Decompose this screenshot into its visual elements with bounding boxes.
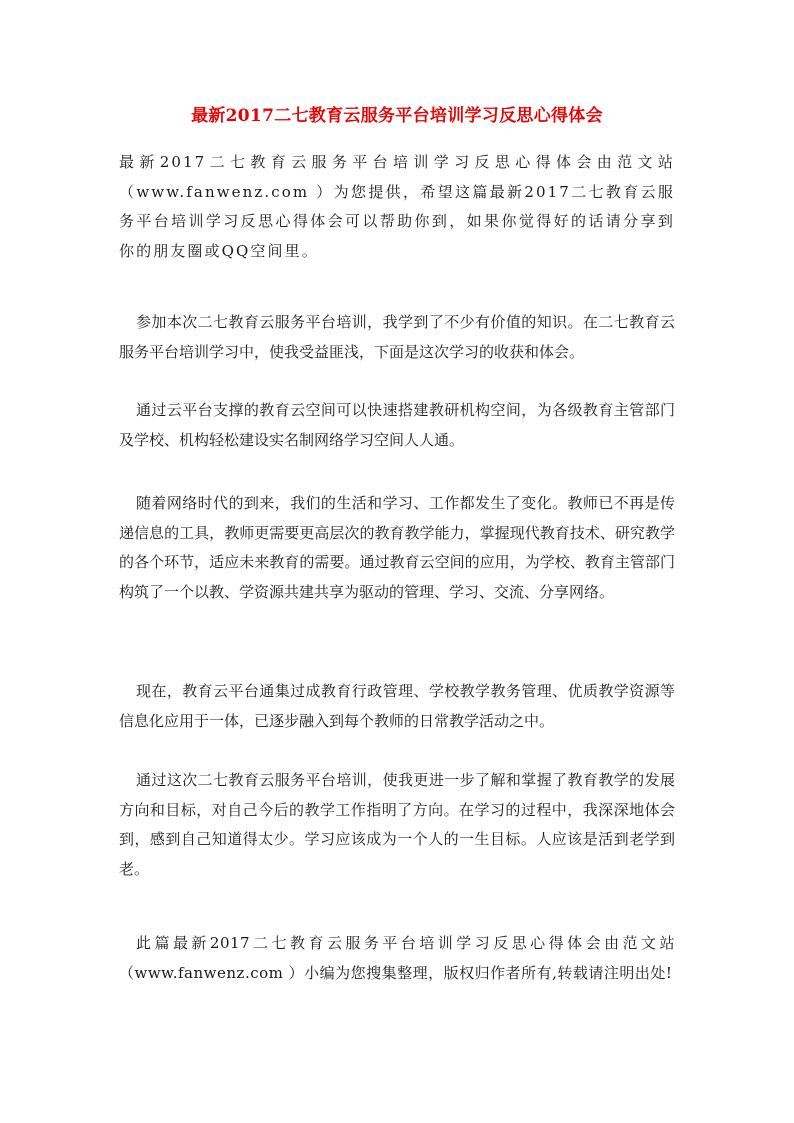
body-paragraph: 参加本次二七教育云服务平台培训，我学到了不少有价值的知识。在二七教育云服务平台培训学习中，使我受益匪浅，下面是这次学习的收获和体会。 [119, 313, 675, 361]
body-paragraph: 随着网络时代的到来，我们的生活和学习、工作都发生了变化。教师已不再是传递信息的工具，教师更需要更高层次的教育教学能力，掌握现代教育技术、研究教学的各个环节，适应未来教育的需要。通过教育云空间的应用，为学校、教育主管部门构筑了一个以教、学资源共建共享为驱动的管理、学习、交流、分享网络。 [119, 494, 675, 601]
body-paragraph: 通过这次二七教育云服务平台培训，使我更进一步了解和掌握了教育教学的发展方向和目标，对自己今后的教学工作指明了方向。在学习的过程中，我深深地体会到，感到自己知道得太少。学习应该成为一个人的一生目标。人应该是活到老学到老。 [119, 771, 675, 878]
body-paragraph: 通过云平台支撑的教育云空间可以快速搭建教研机构空间，为各级教育主管部门及学校、机构轻松建设实名制网络学习空间人人通。 [119, 401, 675, 449]
body-paragraph: 现在，教育云平台通集过成教育行政管理、学校教学教务管理、优质教学资源等信息化应用于一体，已逐步融入到每个教师的日常教学活动之中。 [119, 682, 675, 730]
document-title: 最新2017二七教育云服务平台培训学习反思心得体会 [191, 106, 603, 126]
intro-paragraph: 最新2017二七教育云服务平台培训学习反思心得体会由范文站（www.fanwenz.com ）为您提供，希望这篇最新2017二七教育云服务平台培训学习反思心得体会可以帮助你到，如果你觉得好的话请分享到你的朋友圈或QQ空间里。 [119, 153, 675, 260]
closing-paragraph: 此篇最新2017二七教育云服务平台培训学习反思心得体会由范文站（www.fanwenz.com ）小编为您搜集整理，版权归作者所有,转载请注明出处! [119, 934, 675, 982]
